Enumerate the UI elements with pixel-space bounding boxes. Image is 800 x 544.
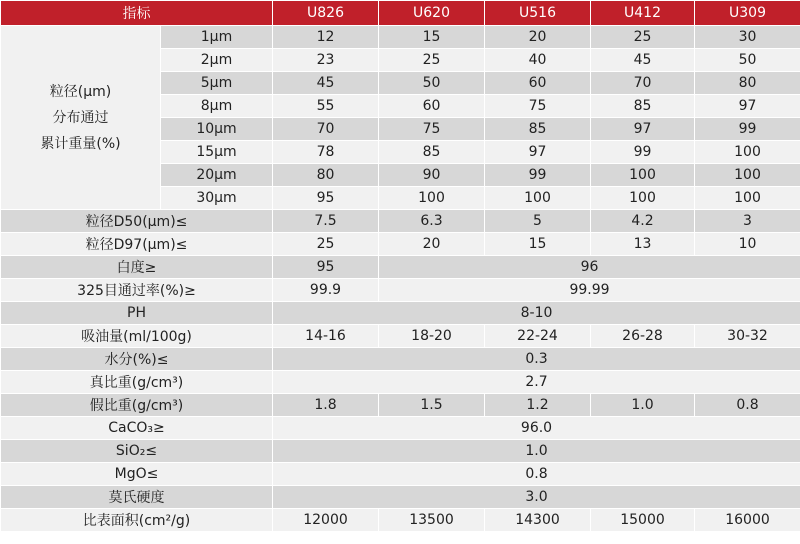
cell: 95	[273, 187, 379, 210]
cell: 100	[695, 141, 800, 164]
size-label: 30μm	[161, 187, 273, 210]
header-indicator: 指标	[1, 1, 273, 26]
table-row	[1, 256, 800, 279]
cell: 12000	[273, 509, 379, 532]
cell: 50	[695, 49, 800, 72]
table-row	[1, 440, 800, 463]
cell: 1.0	[273, 440, 800, 463]
cell: 99.99	[379, 279, 800, 302]
cell: 60	[485, 72, 591, 95]
cell: 100	[591, 187, 695, 210]
cell: 100	[695, 164, 800, 187]
row-label-bulk-density: 假比重(g/cm³)	[1, 394, 273, 417]
cell: 26-28	[591, 325, 695, 348]
table-row	[1, 233, 800, 256]
cell: 97	[695, 95, 800, 118]
cell: 70	[273, 118, 379, 141]
size-label: 10μm	[161, 118, 273, 141]
cell: 70	[591, 72, 695, 95]
cell: 60	[379, 95, 485, 118]
cell: 14-16	[273, 325, 379, 348]
cell: 0.3	[273, 348, 800, 371]
table-row	[1, 417, 800, 440]
table-row	[1, 509, 800, 532]
size-label: 20μm	[161, 164, 273, 187]
table-row	[1, 394, 800, 417]
header-u620: U620	[379, 1, 485, 26]
cell: 12	[273, 26, 379, 49]
row-label-sio2: SiO₂≤	[1, 440, 273, 463]
cell: 90	[379, 164, 485, 187]
cell: 80	[273, 164, 379, 187]
cell: 1.5	[379, 394, 485, 417]
row-label-mohs-hardness: 莫氏硬度	[1, 486, 273, 509]
cell: 15	[379, 26, 485, 49]
table-row	[1, 279, 800, 302]
header-u412: U412	[591, 1, 695, 26]
cell: 25	[379, 49, 485, 72]
cell: 99	[485, 164, 591, 187]
cell: 55	[273, 95, 379, 118]
table-row	[1, 210, 800, 233]
cell: 15	[485, 233, 591, 256]
cell: 7.5	[273, 210, 379, 233]
header-u309: U309	[695, 1, 800, 26]
row-label-true-density: 真比重(g/cm³)	[1, 371, 273, 394]
cell: 99.9	[273, 279, 379, 302]
cell: 20	[485, 26, 591, 49]
cell: 23	[273, 49, 379, 72]
cell: 50	[379, 72, 485, 95]
size-label: 15μm	[161, 141, 273, 164]
cell: 18-20	[379, 325, 485, 348]
row-label-caco3: CaCO₃≥	[1, 417, 273, 440]
row-label-325-mesh: 325目通过率(%)≥	[1, 279, 273, 302]
table-row	[1, 486, 800, 509]
cell: 25	[591, 26, 695, 49]
cell: 85	[485, 118, 591, 141]
size-label: 2μm	[161, 49, 273, 72]
size-label: 8μm	[161, 95, 273, 118]
cell: 30-32	[695, 325, 800, 348]
table-row	[1, 348, 800, 371]
table-row	[1, 371, 800, 394]
cell: 85	[591, 95, 695, 118]
row-label-moisture: 水分(%)≤	[1, 348, 273, 371]
row-label-mgo: MgO≤	[1, 463, 273, 486]
cell: 45	[591, 49, 695, 72]
table-row	[1, 463, 800, 486]
cell: 100	[695, 187, 800, 210]
size-label: 1μm	[161, 26, 273, 49]
cell: 22-24	[485, 325, 591, 348]
table-row	[1, 302, 800, 325]
cell: 40	[485, 49, 591, 72]
cell: 15000	[591, 509, 695, 532]
cell: 78	[273, 141, 379, 164]
row-label-d97: 粒径D97(μm)≤	[1, 233, 273, 256]
cell: 1.0	[591, 394, 695, 417]
cell: 100	[591, 164, 695, 187]
cell: 85	[379, 141, 485, 164]
cell: 1.8	[273, 394, 379, 417]
cell: 45	[273, 72, 379, 95]
cell: 96	[379, 256, 800, 279]
cell: 100	[485, 187, 591, 210]
row-label-oil-absorption: 吸油量(ml/100g)	[1, 325, 273, 348]
table-row	[1, 325, 800, 348]
cell: 75	[485, 95, 591, 118]
cell: 0.8	[695, 394, 800, 417]
cell: 99	[695, 118, 800, 141]
cell: 80	[695, 72, 800, 95]
row-label-ph: PH	[1, 302, 273, 325]
cell: 100	[379, 187, 485, 210]
cell: 13500	[379, 509, 485, 532]
cell: 25	[273, 233, 379, 256]
size-label: 5μm	[161, 72, 273, 95]
distribution-label: 粒径(μm) 分布通过 累计重量(%)	[1, 26, 161, 210]
cell: 14300	[485, 509, 591, 532]
cell: 16000	[695, 509, 800, 532]
row-label-d50: 粒径D50(μm)≤	[1, 210, 273, 233]
cell: 3.0	[273, 486, 800, 509]
cell: 30	[695, 26, 800, 49]
cell: 10	[695, 233, 800, 256]
header-u516: U516	[485, 1, 591, 26]
cell: 95	[273, 256, 379, 279]
header-u826: U826	[273, 1, 379, 26]
cell: 4.2	[591, 210, 695, 233]
cell: 1.2	[485, 394, 591, 417]
cell: 6.3	[379, 210, 485, 233]
row-label-surface-area: 比表面积(cm²/g)	[1, 509, 273, 532]
cell: 97	[485, 141, 591, 164]
row-label-whiteness: 白度≥	[1, 256, 273, 279]
cell: 3	[695, 210, 800, 233]
cell: 20	[379, 233, 485, 256]
cell: 96.0	[273, 417, 800, 440]
cell: 99	[591, 141, 695, 164]
header-row	[1, 1, 800, 26]
cell: 75	[379, 118, 485, 141]
cell: 5	[485, 210, 591, 233]
cell: 2.7	[273, 371, 800, 394]
cell: 0.8	[273, 463, 800, 486]
table-row	[1, 26, 800, 49]
cell: 13	[591, 233, 695, 256]
cell: 8-10	[273, 302, 800, 325]
cell: 97	[591, 118, 695, 141]
